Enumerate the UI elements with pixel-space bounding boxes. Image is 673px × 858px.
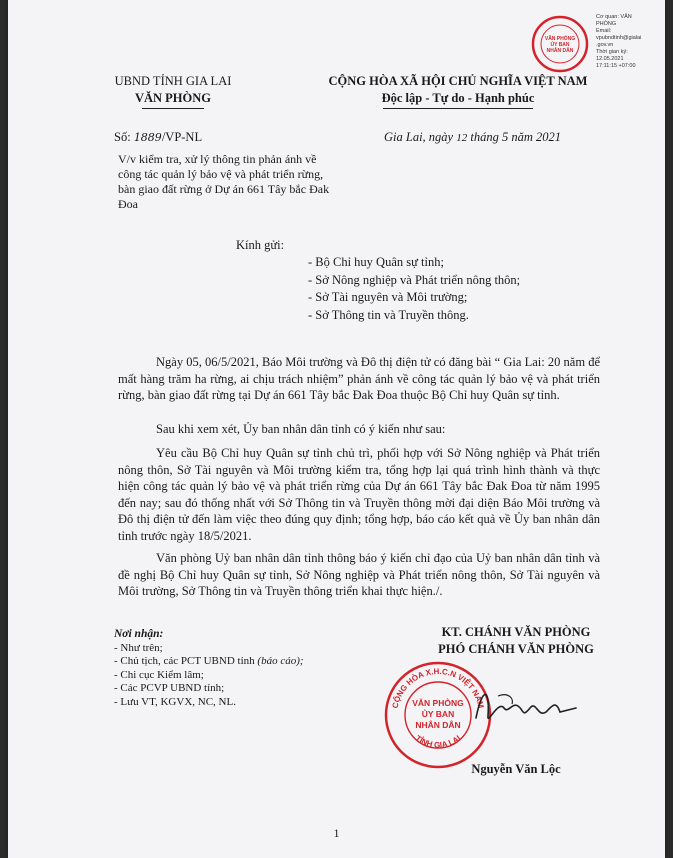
distribution-item-text: - Chủ tịch, các PCT UBND tỉnh [114, 655, 258, 667]
doc-number-handwritten: 1889 [133, 131, 162, 144]
document-page [8, 0, 665, 858]
issuer-underline [142, 108, 204, 109]
sign-info-line: vpubndtinh@gialai [596, 35, 642, 41]
sign-info-line: Cơ quan: VĂN [596, 14, 632, 20]
body-paragraph-2: Sau khi xem xét, Ủy ban nhân dân tỉnh có ý kiến như sau: [156, 422, 446, 436]
recipients-label: Kính gửi: [236, 238, 285, 252]
document-date [384, 130, 561, 145]
doc-date-suffix: tháng 5 năm 2021 [467, 130, 561, 144]
seal-ring-text: CỘNG HÒA X.H.C.N VIỆT NAM [390, 666, 486, 710]
distribution-item: - Chi cục Kiểm lâm; [114, 668, 204, 681]
distribution-items [114, 642, 354, 710]
sign-info-line: Thời gian ký: [596, 49, 628, 55]
recipient-item: - Sở Tài nguyên và Môi trường; [308, 290, 468, 304]
distribution-title: Nơi nhận: [114, 628, 164, 640]
digital-signature-stamp [530, 14, 590, 74]
small-stamp-center-3: NHÂN DÂN [546, 48, 574, 54]
seal-bottom-text: TỈNH GIA LAI [413, 733, 463, 750]
recipient-item: - Sở Thông tin và Truyền thông. [308, 307, 469, 322]
doc-number-suffix: /VP-NL [161, 130, 203, 144]
seal-center-2: ỦY BAN [421, 709, 455, 719]
sign-info-line: 12.05.2021 [596, 56, 624, 62]
body-paragraph-1: Ngày 05, 06/5/2021, Báo Môi trường và Đô thị điện tử có đăng bài “ Gia Lai: 20 năm để mất hàng trăm ha rừng, ai chịu trách nhiệm” phản ánh về công tác quản lý bảo vệ và phát triển rừng, bàn giao đất rừng tại Dự án 661 Tây bắc Đak Đoa thuộc Bộ Chỉ huy Quân sự tỉnh. [118, 355, 600, 402]
small-stamp-center-2: ỦY BAN [550, 42, 570, 48]
recipients-block [236, 237, 521, 322]
distribution-item: - Như trên; [114, 641, 163, 654]
recipient-item: - Bộ Chỉ huy Quân sự tỉnh; [308, 255, 444, 269]
issuer-org: UBND TỈNH GIA LAI [114, 74, 232, 88]
doc-date-handwritten: 12 [456, 132, 468, 144]
motto-underline [383, 108, 533, 109]
distribution-list [114, 628, 354, 709]
recipients-list [308, 254, 608, 324]
issuer-office: VĂN PHÒNG [134, 91, 212, 105]
distribution-item-note: (báo cáo); [257, 655, 304, 667]
seal-center-1: VĂN PHÒNG [412, 698, 464, 708]
signer-title-2: PHÓ CHÁNH VĂN PHÒNG [438, 642, 594, 656]
nation-title: CỘNG HÒA XÃ HỘI CHỦ NGHĨA VIỆT NAM [328, 74, 588, 88]
doc-number-prefix: Số: [114, 130, 134, 144]
distribution-item: - Lưu VT, KGVX, NC, NL. [114, 695, 236, 708]
page-number: 1 [333, 826, 340, 840]
signer-title-block [396, 624, 636, 658]
sign-info-line: PHÒNG [596, 21, 617, 27]
sign-info-line: .gov.vn [596, 42, 614, 48]
signer-title-1: KT. CHÁNH VĂN PHÒNG [441, 625, 591, 639]
issuer-header [58, 73, 288, 109]
body-paragraph-4: Văn phòng Uỷ ban nhân dân tỉnh thông báo ý kiến chỉ đạo của Uỷ ban nhân dân tỉnh và đề nghị Bộ Chỉ huy Quân sự tỉnh, Sở Nông nghiệp và Phát triển nông thôn, Sở Tài nguyên và Môi trường, Sở Thông tin và Truyền thông triển khai thực hiện./. [118, 551, 600, 598]
body-paragraph-3: Yêu cầu Bộ Chỉ huy Quân sự tỉnh chủ trì, phối hợp với Sở Nông nghiệp và Phát triển nông thôn, Sở Tài nguyên và Môi trường kiểm tra, tổng hợp lại quá trình hình thành và thực hiện công tác quản lý bảo vệ và phát triển rừng của Dự án 661 Tây bắc Đak Đoa từ năm 1995 đến nay; sau đó thống nhất với Sở Thông tin và Truyền thông mời đại diện Báo Môi trường và Đô thị điện tử đến làm việc theo đúng quy định; tổng hợp, báo cáo kết quả về Ủy ban nhân dân tỉnh trước ngày 18/5/2021. [118, 446, 600, 543]
sign-info-line: Email: [596, 28, 612, 34]
distribution-item [114, 655, 354, 669]
document-number [114, 130, 202, 145]
seal-center-3: NHÂN DÂN [415, 720, 461, 730]
national-header [308, 73, 608, 109]
sign-info-line: 17:11:15 +07:00 [596, 63, 636, 69]
doc-date-prefix: Gia Lai, ngày [384, 130, 457, 144]
document-subject: V/v kiểm tra, xử lý thông tin phản ánh về công tác quản lý bảo vệ và phát triển rừng, bàn giao đất rừng ở Dự án 661 Tây bắc Đak Đoa [118, 152, 330, 211]
nation-motto: Độc lập - Tự do - Hạnh phúc [381, 91, 535, 105]
signer-name: Nguyễn Văn Lộc [471, 762, 561, 776]
distribution-item: - Các PCVP UBND tỉnh; [114, 682, 225, 694]
recipient-item: - Sở Nông nghiệp và Phát triển nông thôn; [308, 272, 521, 287]
handwritten-signature [468, 678, 588, 738]
small-stamp-center-1: VĂN PHÒNG [544, 36, 576, 42]
digital-signature-info [596, 14, 666, 70]
